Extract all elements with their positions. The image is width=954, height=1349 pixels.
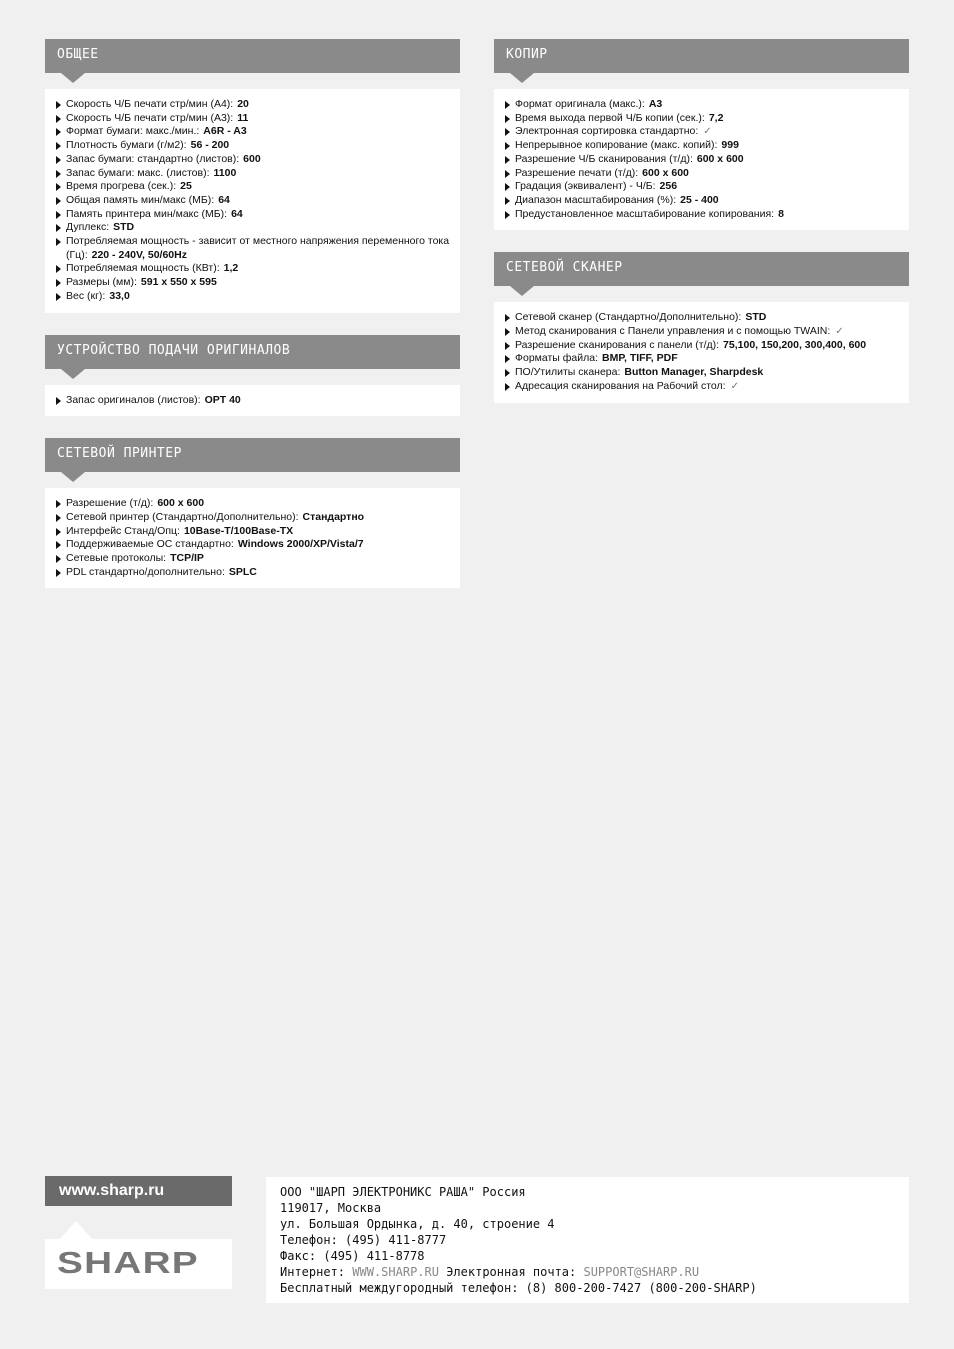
bullet-arrow-icon [56, 156, 61, 164]
spec-value: OPT 40 [204, 393, 241, 406]
bullet-arrow-icon [56, 265, 61, 273]
header-notch [510, 286, 534, 296]
spec-value: Стандартно [302, 510, 365, 523]
spec-value: 11 [237, 111, 249, 124]
spec-item [504, 325, 899, 339]
section-header [45, 39, 460, 73]
spec-label: Потребляемая мощность (КВт): [66, 262, 220, 275]
spec-item [55, 98, 450, 112]
spec-item [55, 566, 450, 580]
bullet-arrow-icon [56, 569, 61, 577]
bullet-arrow-icon [56, 555, 61, 563]
spec-item [55, 112, 450, 126]
internet-label: Интернет: [280, 1265, 346, 1279]
section-body [45, 385, 460, 417]
spec-item [55, 497, 450, 511]
bullet-arrow-icon [56, 541, 61, 549]
bullet-arrow-icon [56, 238, 61, 246]
section-title: ОБЩЕЕ [57, 47, 99, 62]
spec-label: Сетевой сканер (Стандартно/Дополнительно): [515, 311, 742, 324]
spec-label: Метод сканирования с Панели управления и с помощью TWAIN: [515, 325, 831, 338]
spec-item [55, 235, 450, 262]
spec-label: Непрерывное копирование (макс. копий): [515, 139, 718, 152]
spec-value: 600 x 600 [642, 166, 689, 179]
section-body [494, 89, 909, 230]
spec-label: Электронная сортировка стандартно: [515, 125, 699, 138]
spec-item [55, 276, 450, 290]
header-notch [61, 472, 85, 482]
bullet-arrow-icon [56, 128, 61, 136]
spec-label: PDL стандартно/дополнительно: [66, 565, 225, 578]
spec-item [55, 511, 450, 525]
spec-value: 10Base-T/100Base-TX [183, 524, 294, 537]
spec-label: Сетевые протоколы: [66, 552, 167, 565]
spec-item [504, 167, 899, 181]
bullet-arrow-icon [505, 197, 510, 205]
spec-value: 999 [721, 139, 739, 152]
email-link[interactable]: SUPPORT@SHARP.RU [583, 1265, 700, 1279]
bullet-arrow-icon [505, 211, 510, 219]
internet-link[interactable]: WWW.SHARP.RU [352, 1265, 439, 1279]
spec-item [504, 180, 899, 194]
spec-label: Разрешение (т/д): [66, 497, 154, 510]
spec-value: 591 x 550 x 595 [140, 276, 217, 289]
email-label: Электронная почта: [446, 1265, 577, 1279]
spec-item [55, 125, 450, 139]
spec-item [504, 352, 899, 366]
bullet-arrow-icon [56, 279, 61, 287]
bullet-arrow-icon [56, 183, 61, 191]
bullet-arrow-icon [505, 328, 510, 336]
spec-section [45, 438, 460, 588]
spec-item [504, 139, 899, 153]
spec-item [55, 290, 450, 304]
spec-item [504, 208, 899, 222]
spec-item [55, 221, 450, 235]
spec-value: STD [745, 311, 767, 324]
spec-label: Вес (кг): [66, 289, 106, 302]
spec-item [55, 139, 450, 153]
spec-label: Скорость Ч/Б печати стр/мин (A3): [66, 111, 234, 124]
spec-label: Формат оригинала (макс.): [515, 98, 645, 110]
spec-value: Windows 2000/XP/Vista/7 [237, 538, 364, 551]
spec-label: Поддерживаемые ОС стандартно: [66, 538, 234, 551]
spec-label: Разрешение Ч/Б сканирования (т/д): [515, 152, 693, 165]
checkmark-icon: ✓ [835, 326, 844, 338]
section-body [45, 89, 460, 313]
spec-label: Формат бумаги: макс./мин.: [66, 125, 200, 138]
spec-label: Время выхода первой Ч/Б копии (сек.): [515, 111, 705, 124]
spec-item [504, 366, 899, 380]
company-fax: Факс: (495) 411-8778 [280, 1249, 425, 1263]
section-body [45, 488, 460, 588]
bullet-arrow-icon [505, 355, 510, 363]
spec-item [504, 98, 899, 112]
bullet-arrow-icon [56, 500, 61, 508]
spec-section [494, 39, 909, 230]
spec-label: Интерфейс Станд/Опц: [66, 524, 180, 537]
spec-value: 64 [231, 207, 243, 220]
bullet-arrow-icon [505, 314, 510, 322]
spec-item [55, 194, 450, 208]
spec-value: 33,0 [109, 289, 130, 302]
spec-value: 56 - 200 [190, 139, 230, 152]
section-title: КОПИР [506, 47, 548, 62]
spec-value: 1,2 [223, 262, 239, 275]
company-city: 119017, Москва [280, 1201, 382, 1215]
header-notch [61, 73, 85, 83]
spec-label: Потребляемая мощность - зависит от местного напряжения переменного тока (Гц): [66, 235, 450, 261]
spec-value: Button Manager, Sharpdesk [624, 366, 764, 379]
bullet-arrow-icon [56, 528, 61, 536]
spec-value: 75,100, 150,200, 300,400, 600 [723, 338, 867, 351]
spec-item [55, 262, 450, 276]
spec-value: SPLC [228, 565, 257, 578]
section-title: СЕТЕВОЙ СКАНЕР [506, 260, 623, 276]
bullet-arrow-icon [505, 115, 510, 123]
spec-value: BMP, TIFF, PDF [602, 352, 678, 365]
spec-section [45, 335, 460, 417]
spec-item [504, 153, 899, 167]
spec-value: 25 - 400 [680, 193, 719, 206]
spec-item [55, 208, 450, 222]
logo-box [45, 1239, 232, 1289]
section-title: СЕТЕВОЙ ПРИНТЕР [57, 446, 182, 462]
spec-label: Адресация сканирования на Рабочий стол: [515, 379, 726, 392]
spec-value: A3 [648, 98, 663, 110]
spec-section [45, 39, 460, 313]
section-body [494, 302, 909, 402]
spec-label: Разрешение сканирования с панели (т/д): [515, 338, 720, 351]
bullet-arrow-icon [56, 170, 61, 178]
spec-item [504, 125, 899, 139]
spec-value: TCP/IP [170, 552, 204, 565]
spec-item [504, 339, 899, 353]
spec-label: Градация (эквивалент) - Ч/Б: [515, 180, 656, 193]
bullet-arrow-icon [505, 101, 510, 109]
spec-value: 7,2 [708, 111, 724, 124]
company-address: ул. Большая Ордынка, д. 40, строение 4 [280, 1217, 555, 1231]
spec-value: 600 x 600 [157, 497, 205, 510]
spec-label: Скорость Ч/Б печати стр/мин (A4): [66, 98, 234, 110]
spec-item [55, 552, 450, 566]
spec-item [55, 394, 450, 408]
spec-value: 256 [659, 180, 678, 193]
spec-item [504, 194, 899, 208]
bullet-arrow-icon [56, 397, 61, 405]
bullet-arrow-icon [505, 383, 510, 391]
spec-label: Запас оригиналов (листов): [66, 393, 201, 406]
website-link[interactable]: www.sharp.ru [45, 1176, 232, 1206]
company-phone: Телефон: (495) 411-8777 [280, 1233, 447, 1247]
spec-label: Время прогрева (сек.): [66, 180, 177, 193]
spec-item [55, 180, 450, 194]
spec-item [55, 167, 450, 181]
spec-section [494, 252, 909, 402]
spec-label: Плотность бумаги (г/м2): [66, 139, 187, 152]
toll-free-phone: Бесплатный междугородный телефон: (8) 800-200-7427 (800-200-SHARP) [280, 1281, 757, 1295]
spec-label: Запас бумаги: макс. (листов): [66, 166, 210, 179]
spec-value: STD [113, 221, 135, 234]
spec-label: ПО/Утилиты сканера: [515, 366, 621, 379]
spec-item [55, 538, 450, 552]
bullet-arrow-icon [56, 115, 61, 123]
spec-value: 8 [778, 207, 784, 220]
bullet-arrow-icon [505, 156, 510, 164]
spec-label: Память принтера мин/макс (МБ): [66, 207, 228, 220]
spec-item [504, 380, 899, 394]
spec-value: 20 [237, 98, 249, 110]
spec-value: 600 x 600 [696, 152, 744, 165]
left-column [45, 39, 460, 610]
spec-label: Сетевой принтер (Стандартно/Дополнительно): [66, 510, 299, 523]
spec-label: Разрешение печати (т/д): [515, 166, 639, 179]
spec-item [504, 311, 899, 325]
bullet-arrow-icon [56, 211, 61, 219]
spec-label: Предустановленное масштабирование копирования: [515, 207, 775, 220]
spec-item [55, 525, 450, 539]
spec-label: Форматы файла: [515, 352, 598, 365]
section-header [45, 438, 460, 472]
right-column [494, 39, 909, 425]
bullet-arrow-icon [505, 342, 510, 350]
spec-item [55, 153, 450, 167]
bullet-arrow-icon [505, 369, 510, 377]
checkmark-icon: ✓ [730, 380, 739, 392]
bullet-arrow-icon [505, 170, 510, 178]
section-header [494, 252, 909, 286]
bullet-arrow-icon [505, 142, 510, 150]
spec-value: 25 [180, 180, 192, 193]
bullet-arrow-icon [56, 197, 61, 205]
bullet-arrow-icon [56, 293, 61, 301]
spec-value: 1100 [213, 166, 237, 179]
checkmark-icon: ✓ [703, 126, 712, 138]
section-header [494, 39, 909, 73]
header-notch [61, 369, 85, 379]
bullet-arrow-icon [505, 128, 510, 136]
spec-value: 600 [243, 152, 261, 165]
spec-value: 64 [218, 193, 230, 206]
sharp-logo: SHARP [57, 1245, 199, 1280]
section-header [45, 335, 460, 369]
spec-label: Запас бумаги: стандартно (листов): [66, 152, 240, 165]
spec-value: 220 - 240V, 50/60Hz [91, 248, 187, 261]
contact-block [266, 1177, 909, 1303]
company-name: ООО "ШАРП ЭЛЕКТРОНИКС РАША" Россия [280, 1185, 526, 1199]
spec-label: Диапазон масштабирования (%): [515, 193, 677, 206]
spec-value: A6R - A3 [203, 125, 247, 138]
bullet-arrow-icon [56, 101, 61, 109]
bullet-arrow-icon [56, 142, 61, 150]
spec-label: Дуплекс: [66, 221, 110, 234]
spec-label: Общая память мин/макс (МБ): [66, 193, 215, 206]
logo-notch [60, 1221, 92, 1239]
header-notch [510, 73, 534, 83]
company-web-line [280, 1264, 895, 1280]
section-title: УСТРОЙСТВО ПОДАЧИ ОРИГИНАЛОВ [57, 342, 291, 358]
spec-item [504, 112, 899, 126]
bullet-arrow-icon [56, 224, 61, 232]
spec-label: Размеры (мм): [66, 276, 137, 289]
bullet-arrow-icon [505, 183, 510, 191]
bullet-arrow-icon [56, 514, 61, 522]
